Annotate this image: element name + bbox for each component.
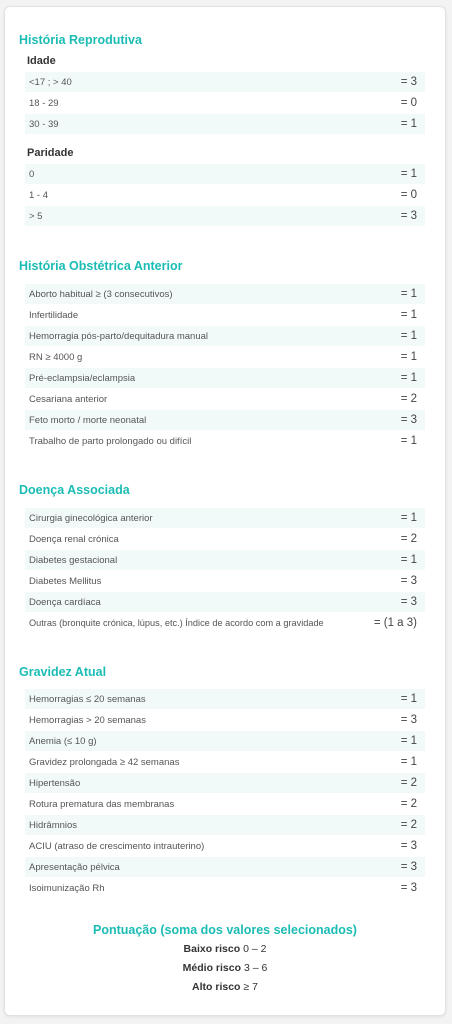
subtitle-idade: Idade bbox=[27, 55, 56, 67]
table-row bbox=[25, 752, 425, 772]
row-label: Isoimunização Rh bbox=[29, 882, 105, 894]
row-value: = 3 bbox=[400, 76, 417, 88]
row-value: = 3 bbox=[400, 714, 417, 726]
row-label: Hipertensão bbox=[29, 777, 81, 789]
row-value: = 2 bbox=[400, 798, 417, 810]
row-value: = 3 bbox=[400, 575, 417, 587]
table-row bbox=[25, 592, 425, 612]
table-row bbox=[25, 305, 425, 325]
table-row bbox=[25, 284, 425, 304]
table-row bbox=[25, 550, 425, 570]
score-low-label: Baixo risco bbox=[183, 943, 241, 955]
table-row bbox=[25, 368, 425, 388]
row-label: Doença cardíaca bbox=[29, 596, 101, 608]
risk-score-card bbox=[4, 6, 446, 1016]
table-row bbox=[25, 72, 425, 92]
row-label: 0 bbox=[29, 168, 35, 180]
row-value: = 1 bbox=[400, 309, 417, 321]
score-mid-value: 3 – 6 bbox=[243, 962, 268, 974]
row-value: = 3 bbox=[400, 861, 417, 873]
score-mid-label: Médio risco bbox=[182, 962, 242, 974]
table-row bbox=[25, 431, 425, 451]
row-value: = 2 bbox=[400, 393, 417, 405]
table-row bbox=[25, 815, 425, 835]
score-low-value: 0 – 2 bbox=[243, 943, 267, 955]
row-label: Apresentação pélvica bbox=[29, 861, 120, 873]
section-title-historia-obstetrica: História Obstétrica Anterior bbox=[19, 259, 183, 273]
row-label: Infertilidade bbox=[29, 309, 79, 321]
score-high bbox=[19, 981, 431, 993]
row-label: Pré-eclampsia/eclampsia bbox=[29, 372, 136, 384]
table-row bbox=[25, 613, 425, 633]
score-mid bbox=[19, 962, 431, 974]
row-label: Hemorragias > 20 semanas bbox=[29, 714, 146, 726]
table-row bbox=[25, 571, 425, 591]
subtitle-paridade: Paridade bbox=[27, 147, 74, 159]
row-label: Outras (bronquite crónica, lúpus, etc.) Índice de acordo com a gravidade bbox=[29, 618, 324, 628]
table-row bbox=[25, 410, 425, 430]
table-row bbox=[25, 731, 425, 751]
score-high-label: Alto risco bbox=[192, 981, 241, 993]
table-row bbox=[25, 164, 425, 184]
row-value: = 1 bbox=[400, 512, 417, 524]
row-value: = 1 bbox=[400, 756, 417, 768]
row-label: ACIU (atraso de crescimento intrauterino) bbox=[29, 840, 205, 852]
row-value: = 3 bbox=[400, 210, 417, 222]
table-row bbox=[25, 878, 425, 898]
row-label: Diabetes Mellitus bbox=[29, 575, 102, 587]
row-value: = 1 bbox=[400, 435, 417, 447]
table-row bbox=[25, 508, 425, 528]
row-label: Hemorragia pós-parto/dequitadura manual bbox=[29, 330, 209, 342]
table-row bbox=[25, 836, 425, 856]
row-value: = 3 bbox=[400, 596, 417, 608]
table-row bbox=[25, 185, 425, 205]
row-label: 18 - 29 bbox=[29, 97, 59, 109]
table-row bbox=[25, 206, 425, 226]
row-label: Rotura prematura das membranas bbox=[29, 798, 175, 810]
row-label: Anemia (≤ 10 g) bbox=[29, 735, 97, 747]
table-row bbox=[25, 794, 425, 814]
row-label: Trabalho de parto prolongado ou difícil bbox=[29, 435, 192, 447]
table-row bbox=[25, 389, 425, 409]
row-label: Diabetes gestacional bbox=[29, 554, 118, 566]
row-value: = 3 bbox=[400, 414, 417, 426]
section-title-gravidez-atual: Gravidez Atual bbox=[19, 665, 107, 679]
row-label: Hidrâmnios bbox=[29, 819, 78, 831]
table-row bbox=[25, 689, 425, 709]
section-title-doenca-associada: Doença Associada bbox=[19, 483, 130, 497]
table-row bbox=[25, 326, 425, 346]
row-label: Hemorragias ≤ 20 semanas bbox=[29, 693, 146, 705]
row-value: = 1 bbox=[400, 288, 417, 300]
section-title-historia-reprodutiva: História Reprodutiva bbox=[19, 33, 142, 47]
row-value: = 1 bbox=[400, 554, 417, 566]
table-row bbox=[25, 773, 425, 793]
row-value: = 1 bbox=[400, 693, 417, 705]
score-title: Pontuação (soma dos valores selecionados) bbox=[93, 923, 357, 937]
row-value: = 1 bbox=[400, 168, 417, 180]
row-value: = 1 bbox=[400, 118, 417, 130]
row-label: <17 ; > 40 bbox=[29, 76, 72, 88]
row-label: RN ≥ 4000 g bbox=[29, 351, 83, 363]
table-row bbox=[25, 93, 425, 113]
row-value: = 1 bbox=[400, 351, 417, 363]
row-value: = 1 bbox=[400, 735, 417, 747]
row-value: = 0 bbox=[400, 97, 417, 109]
row-value: = 1 bbox=[400, 372, 417, 384]
row-value: = (1 a 3) bbox=[373, 617, 417, 629]
row-label: Cirurgia ginecológica anterior bbox=[29, 512, 153, 524]
table-row bbox=[25, 347, 425, 367]
row-value: = 0 bbox=[400, 189, 417, 201]
row-label: Feto morto / morte neonatal bbox=[29, 414, 147, 426]
row-value: = 3 bbox=[400, 840, 417, 852]
row-label: Gravidez prolongada ≥ 42 semanas bbox=[29, 756, 180, 768]
table-row bbox=[25, 857, 425, 877]
row-label: Aborto habitual ≥ (3 consecutivos) bbox=[29, 288, 173, 300]
row-value: = 2 bbox=[400, 533, 417, 545]
row-label: Cesariana anterior bbox=[29, 393, 108, 405]
row-label: > 5 bbox=[29, 210, 43, 222]
row-value: = 3 bbox=[400, 882, 417, 894]
row-value: = 1 bbox=[400, 330, 417, 342]
row-value: = 2 bbox=[400, 819, 417, 831]
table-row bbox=[25, 114, 425, 134]
table-row bbox=[25, 710, 425, 730]
row-label: 1 - 4 bbox=[29, 189, 49, 201]
score-high-value: ≥ 7 bbox=[243, 981, 258, 993]
row-label: Doença renal crónica bbox=[29, 533, 119, 545]
row-value: = 2 bbox=[400, 777, 417, 789]
table-row bbox=[25, 529, 425, 549]
score-low bbox=[19, 943, 431, 955]
row-label: 30 - 39 bbox=[29, 118, 59, 130]
